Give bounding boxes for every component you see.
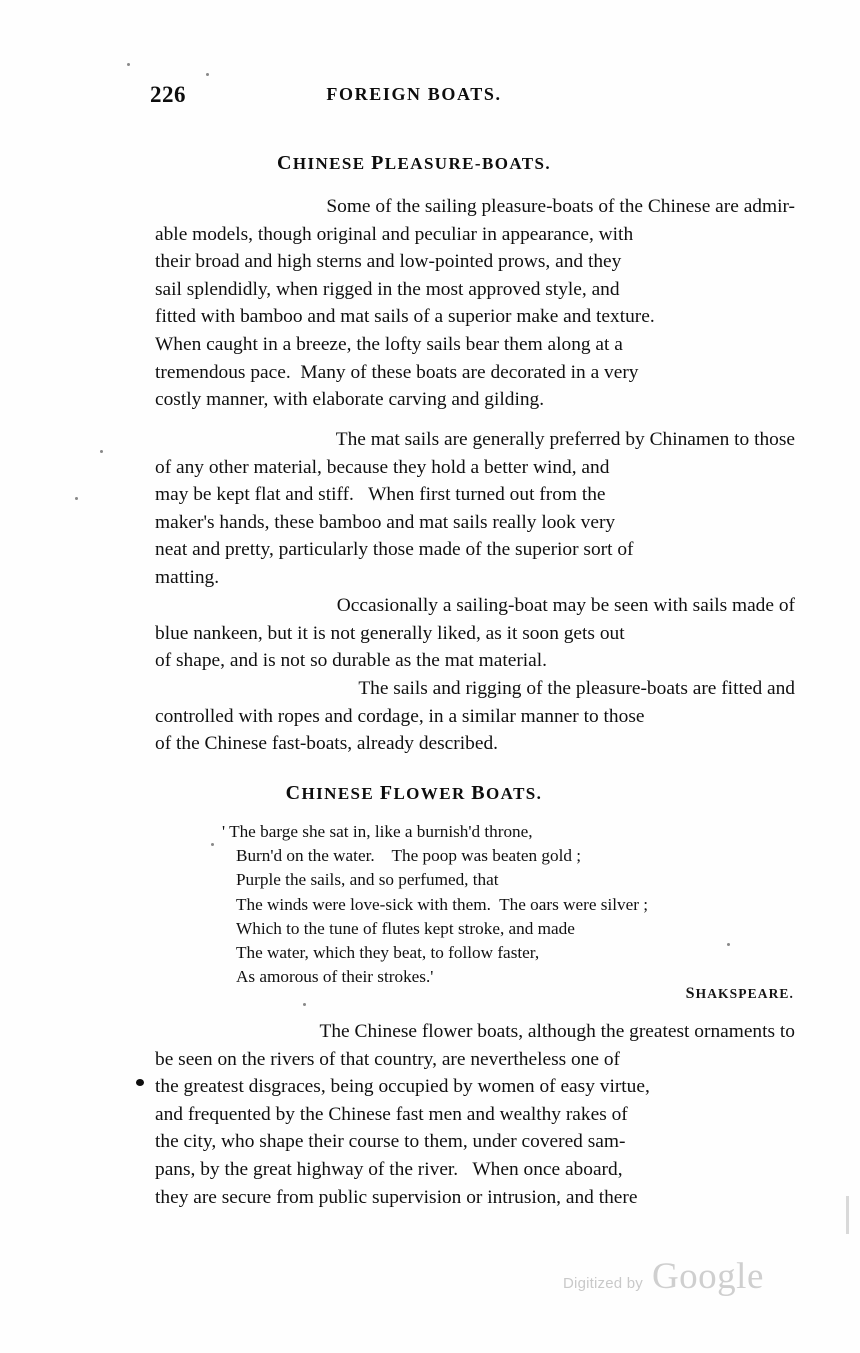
text-line: neat and pretty, particularly those made of the superior sort of [155,539,634,561]
text-line: blue nankeen, but it is not generally liked, as it soon gets out [155,622,625,644]
text-line: the greatest disgraces, being occupied by women of easy virtue, [155,1076,650,1098]
running-head [0,82,860,108]
poem-line: The winds were love-sick with them. The oars were silver ; [236,894,649,914]
paragraph-indent [155,675,181,703]
text-line: their broad and high sterns and low-pointed prows, and they [155,251,622,273]
scan-speck [100,450,103,453]
google-watermark [563,1255,764,1298]
poem-line: As amorous of their strokes.' [236,967,434,987]
text-line: tremendous pace. Many of these boats are decorated in a very [155,361,639,383]
text-line: be seen on the rivers of that country, are nevertheless one of [155,1048,621,1070]
poem-line: The water, which they beat, to follow faster, [236,942,540,962]
running-head-title: FOREIGN BOATS. [326,84,502,104]
text-line: The Chinese flower boats, although the greatest ornaments to [155,1018,795,1046]
paragraph-pleasure-boats-1 [155,193,795,414]
text-line: fitted with bamboo and mat sails of a superior make and texture. [155,306,655,328]
text-line: the city, who shape their course to them, under covered sam- [155,1131,626,1153]
text-line: and frequented by the Chinese fast men and wealthy rakes of [155,1103,628,1125]
scan-speck [303,1003,306,1006]
scan-speck [727,943,730,946]
text-line: Occasionally a sailing-boat may be seen with sails made of [155,592,795,620]
text-line: matting. [155,566,220,588]
text-line: costly manner, with elaborate carving and gilding. [155,389,545,411]
page-number: 226 [150,82,186,107]
paragraph-indent [155,193,181,221]
poem-attribution: SHAKSPEARE. [685,985,794,1002]
text-line: sail splendidly, when rigged in the most approved style, and [155,278,620,300]
poem-line: Which to the tune of flutes kept stroke, and made [236,918,575,938]
watermark-brand: Google [651,1256,764,1297]
paragraph-pleasure-boats-2 [155,426,795,592]
scan-edge-mark [846,1196,849,1234]
text-line: maker's hands, these bamboo and mat sails really look very [155,511,616,533]
watermark-prefix: Digitized by [563,1275,643,1292]
section-heading-pleasure-boats: CHINESE PLEASURE-BOATS. [277,152,551,174]
text-line: may be kept flat and stiff. When first turned out from the [155,484,606,506]
text-line: The mat sails are generally preferred by Chinamen to those [155,426,795,454]
poem-line: Burn'd on the water. The poop was beaten gold ; [236,846,582,866]
poem-line: Purple the sails, and so perfumed, that [236,870,499,890]
text-line: able models, though original and peculiar in appearance, with [155,223,634,245]
text-line: of the Chinese fast-boats, already described. [155,733,498,755]
text-line: of any other material, because they hold a better wind, and [155,456,610,478]
poem-line: ' The barge she sat in, like a burnish'd throne, [222,822,533,841]
paragraph-flower-boats-1 [155,1018,795,1211]
text-line: controlled with ropes and cordage, in a similar manner to those [155,705,645,727]
scan-speck [127,63,130,66]
text-line: they are secure from public supervision or intrusion, and there [155,1186,638,1208]
margin-ink-blot [136,1079,144,1086]
paragraph-indent [155,426,181,454]
paragraph-pleasure-boats-4 [155,675,795,758]
paragraph-indent [155,592,181,620]
scan-speck [206,73,209,76]
poem-block [222,820,822,989]
text-line: of shape, and is not so durable as the mat material. [155,650,548,672]
paragraph-indent [155,1018,181,1046]
section-heading-flower-boats: CHINESE FLOWER BOATS. [285,782,543,804]
scan-speck [75,497,78,500]
paragraph-pleasure-boats-3 [155,592,795,675]
text-line: pans, by the great highway of the river. When once aboard, [155,1158,623,1180]
text-line: Some of the sailing pleasure-boats of the Chinese are admir- [155,193,795,221]
scan-speck [211,843,214,846]
text-line: When caught in a breeze, the lofty sails bear them along at a [155,333,623,355]
text-line: The sails and rigging of the pleasure-boats are fitted and [155,675,795,703]
